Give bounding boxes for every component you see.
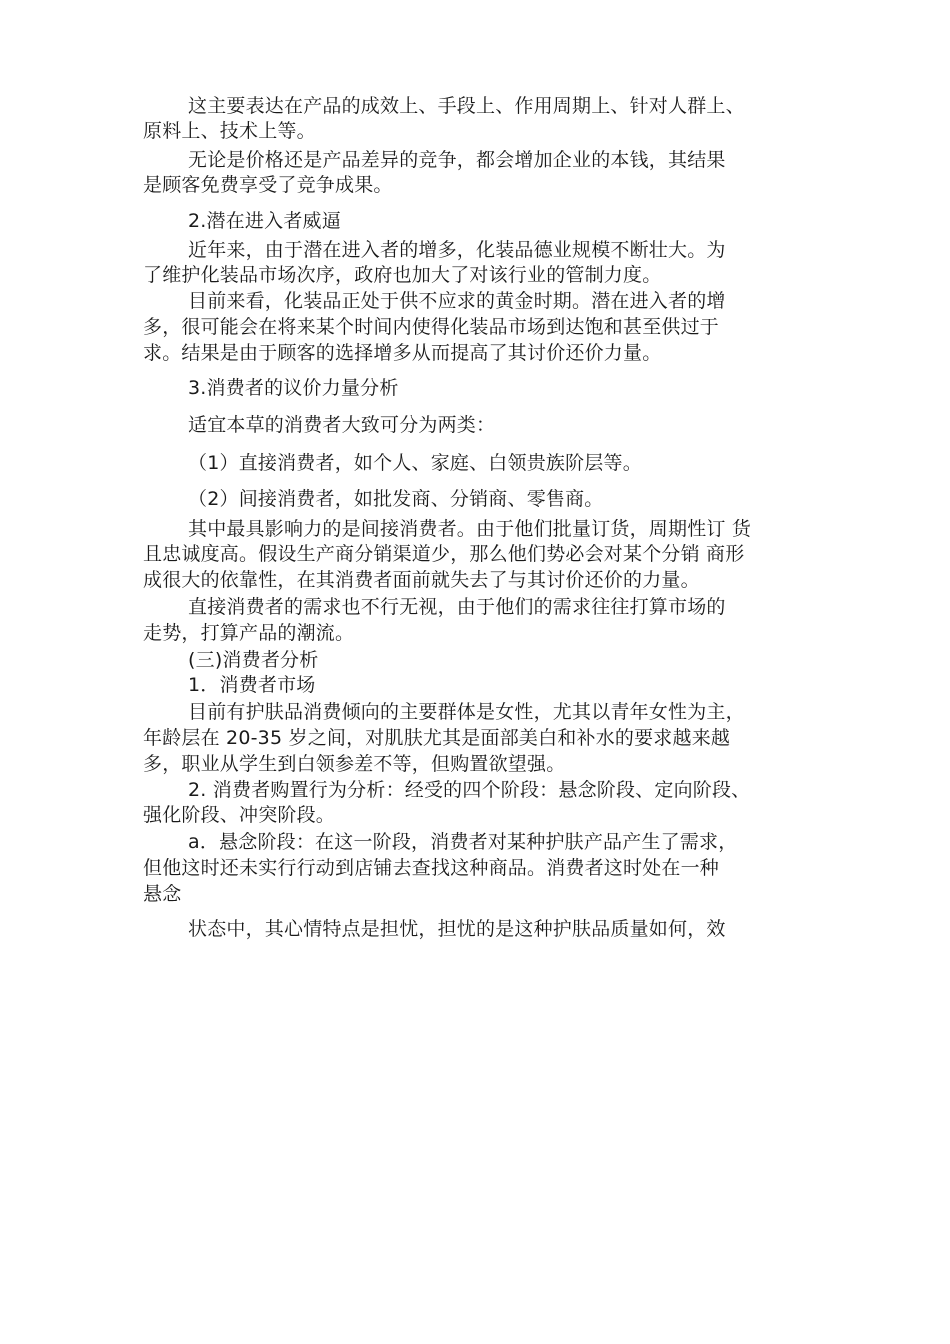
- text-line: 近年来，由于潜在进入者的增多，化装品德业规模不断壮大。为: [188, 239, 726, 261]
- text-line: 直接消费者的需求也不行无视，由于他们的需求往往打算市场的: [188, 596, 726, 618]
- section-heading: 3.消费者的议价力量分析: [188, 377, 399, 399]
- text-line: 这主要表达在产品的成效上、手段上、作用周期上、针对人群上、: [188, 95, 745, 117]
- text-line: 多，很可能会在将来某个时间内使得化装品市场到达饱和甚至供过于: [143, 316, 720, 338]
- text-line: 成很大的依靠性，在其消费者面前就失去了与其讨价还价的力量。: [143, 569, 700, 591]
- subsection-heading: 1．消费者市场: [188, 674, 316, 696]
- text-line: 悬念: [143, 883, 182, 905]
- text-line: 其中最具影响力的是间接消费者。由于他们批量订货，周期性订 货: [188, 518, 752, 540]
- text-line: 求。结果是由于顾客的选择增多从而提高了其讨价还价力量。: [143, 342, 662, 364]
- section-heading: (三)消费者分析: [188, 649, 319, 671]
- text-line: 了维护化装品市场次序，政府也加大了对该行业的管制力度。: [143, 264, 662, 286]
- subsection-heading: 2. 消费者购置行为分析：经受的四个阶段：悬念阶段、定向阶段、: [188, 779, 751, 801]
- text-line: 适宜本草的消费者大致可分为两类：: [188, 414, 496, 436]
- list-item: （1）直接消费者，如个人、家庭、白领贵族阶层等。: [188, 452, 642, 474]
- text-line: 年龄层在 20-35 岁之间，对肌肤尤其是面部美白和补水的要求越来越: [143, 727, 731, 749]
- text-line: 目前有护肤品消费倾向的主要群体是女性，尤其以青年女性为主，: [188, 701, 745, 723]
- text-line: 无论是价格还是产品差异的竞争，都会增加企业的本钱，其结果: [188, 149, 726, 171]
- text-line: 是顾客免费享受了竞争成果。: [143, 174, 393, 196]
- text-line: 走势，打算产品的潮流。: [143, 622, 355, 644]
- list-item: （2）间接消费者，如批发商、分销商、零售商。: [188, 488, 604, 510]
- text-line: a．悬念阶段：在这一阶段，消费者对某种护肤产品产生了需求，: [188, 831, 738, 853]
- text-line: 强化阶段、冲突阶段。: [143, 804, 336, 826]
- text-line: 多，职业从学生到白领参差不等，但购置欲望强。: [143, 753, 566, 775]
- text-line: 原料上、技术上等。: [143, 120, 316, 142]
- text-line: 且忠诚度高。假设生产商分销渠道少，那么他们势必会对某个分销 商形: [143, 543, 745, 565]
- section-heading: 2.潜在进入者威逼: [188, 210, 341, 232]
- text-line: 但他这时还未实行行动到店铺去查找这种商品。消费者这时处在一种: [143, 857, 720, 879]
- text-line: 状态中，其心情特点是担忧，担忧的是这种护肤品质量如何，效: [188, 918, 726, 940]
- text-line: 目前来看，化装品正处于供不应求的黄金时期。潜在进入者的增: [188, 290, 726, 312]
